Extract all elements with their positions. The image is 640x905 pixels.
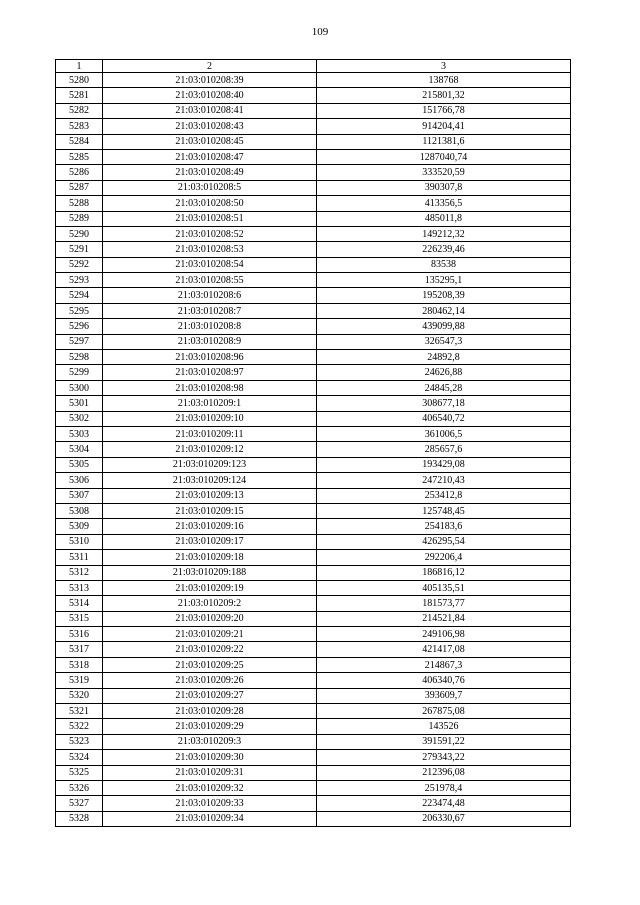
table-row — [56, 657, 571, 672]
cadastral-number-cell: 21:03:010208:7 — [103, 303, 317, 318]
value-cell: 186816,12 — [317, 565, 571, 580]
row-number-cell: 5320 — [56, 688, 103, 703]
table-row — [56, 73, 571, 88]
value-cell: 361006,5 — [317, 426, 571, 441]
table-row — [56, 273, 571, 288]
table-row — [56, 411, 571, 426]
data-table — [55, 59, 571, 827]
value-cell: 226239,46 — [317, 242, 571, 257]
value-cell: 214521,84 — [317, 611, 571, 626]
table-row — [56, 457, 571, 472]
cadastral-number-cell: 21:03:010209:1 — [103, 396, 317, 411]
row-number-cell: 5298 — [56, 350, 103, 365]
value-cell: 1121381,6 — [317, 134, 571, 149]
value-cell: 439099,88 — [317, 319, 571, 334]
row-number-cell: 5288 — [56, 196, 103, 211]
cadastral-number-cell: 21:03:010208:9 — [103, 334, 317, 349]
table-row — [56, 426, 571, 441]
table-row — [56, 580, 571, 595]
value-cell: 267875,08 — [317, 704, 571, 719]
table-row — [56, 103, 571, 118]
table-row — [56, 688, 571, 703]
row-number-cell: 5281 — [56, 88, 103, 103]
row-number-cell: 5325 — [56, 765, 103, 780]
cadastral-number-cell: 21:03:010209:21 — [103, 627, 317, 642]
row-number-cell: 5306 — [56, 473, 103, 488]
table-row — [56, 765, 571, 780]
table-header-row — [56, 60, 571, 73]
cadastral-number-cell: 21:03:010208:40 — [103, 88, 317, 103]
cadastral-number-cell: 21:03:010209:22 — [103, 642, 317, 657]
cadastral-number-cell: 21:03:010209:31 — [103, 765, 317, 780]
value-cell: 406540,72 — [317, 411, 571, 426]
cadastral-number-cell: 21:03:010209:19 — [103, 580, 317, 595]
column-header-3: 3 — [317, 60, 571, 73]
table-row — [56, 565, 571, 580]
row-number-cell: 5324 — [56, 750, 103, 765]
table-body — [56, 73, 571, 827]
table-row — [56, 596, 571, 611]
cadastral-number-cell: 21:03:010209:30 — [103, 750, 317, 765]
cadastral-number-cell: 21:03:010209:11 — [103, 426, 317, 441]
cadastral-number-cell: 21:03:010209:29 — [103, 719, 317, 734]
table-row — [56, 473, 571, 488]
table-row — [56, 734, 571, 749]
table-row — [56, 88, 571, 103]
table-row — [56, 611, 571, 626]
table-row — [56, 334, 571, 349]
cadastral-number-cell: 21:03:010209:124 — [103, 473, 317, 488]
value-cell: 212396,08 — [317, 765, 571, 780]
value-cell: 279343,22 — [317, 750, 571, 765]
value-cell: 83538 — [317, 257, 571, 272]
cadastral-number-cell: 21:03:010208:54 — [103, 257, 317, 272]
cadastral-number-cell: 21:03:010209:26 — [103, 673, 317, 688]
value-cell: 215801,32 — [317, 88, 571, 103]
cadastral-number-cell: 21:03:010209:2 — [103, 596, 317, 611]
row-number-cell: 5305 — [56, 457, 103, 472]
row-number-cell: 5318 — [56, 657, 103, 672]
row-number-cell: 5297 — [56, 334, 103, 349]
row-number-cell: 5287 — [56, 180, 103, 195]
row-number-cell: 5310 — [56, 534, 103, 549]
cadastral-number-cell: 21:03:010208:98 — [103, 380, 317, 395]
cadastral-number-cell: 21:03:010209:17 — [103, 534, 317, 549]
table-row — [56, 226, 571, 241]
row-number-cell: 5301 — [56, 396, 103, 411]
table-row — [56, 165, 571, 180]
table-row — [56, 442, 571, 457]
cadastral-number-cell: 21:03:010209:10 — [103, 411, 317, 426]
row-number-cell: 5282 — [56, 103, 103, 118]
value-cell: 308677,18 — [317, 396, 571, 411]
value-cell: 280462,14 — [317, 303, 571, 318]
cadastral-number-cell: 21:03:010208:39 — [103, 73, 317, 88]
value-cell: 195208,39 — [317, 288, 571, 303]
table-row — [56, 796, 571, 811]
row-number-cell: 5292 — [56, 257, 103, 272]
row-number-cell: 5300 — [56, 380, 103, 395]
value-cell: 206330,67 — [317, 811, 571, 826]
value-cell: 253412,8 — [317, 488, 571, 503]
value-cell: 1287040,74 — [317, 149, 571, 164]
table-row — [56, 519, 571, 534]
value-cell: 24892,8 — [317, 350, 571, 365]
value-cell: 426295,54 — [317, 534, 571, 549]
row-number-cell: 5316 — [56, 627, 103, 642]
table-row — [56, 627, 571, 642]
value-cell: 135295,1 — [317, 273, 571, 288]
value-cell: 406340,76 — [317, 673, 571, 688]
value-cell: 193429,08 — [317, 457, 571, 472]
value-cell: 125748,45 — [317, 503, 571, 518]
row-number-cell: 5321 — [56, 704, 103, 719]
value-cell: 914204,41 — [317, 119, 571, 134]
cadastral-number-cell: 21:03:010208:53 — [103, 242, 317, 257]
row-number-cell: 5293 — [56, 273, 103, 288]
cadastral-number-cell: 21:03:010208:96 — [103, 350, 317, 365]
row-number-cell: 5291 — [56, 242, 103, 257]
table-row — [56, 750, 571, 765]
row-number-cell: 5314 — [56, 596, 103, 611]
cadastral-number-cell: 21:03:010208:49 — [103, 165, 317, 180]
table-row — [56, 704, 571, 719]
value-cell: 326547,3 — [317, 334, 571, 349]
row-number-cell: 5307 — [56, 488, 103, 503]
value-cell: 485011,8 — [317, 211, 571, 226]
cadastral-number-cell: 21:03:010209:25 — [103, 657, 317, 672]
cadastral-number-cell: 21:03:010208:52 — [103, 226, 317, 241]
table-row — [56, 242, 571, 257]
row-number-cell: 5309 — [56, 519, 103, 534]
row-number-cell: 5313 — [56, 580, 103, 595]
value-cell: 285657,6 — [317, 442, 571, 457]
value-cell: 390307,8 — [317, 180, 571, 195]
table-row — [56, 319, 571, 334]
value-cell: 151766,78 — [317, 103, 571, 118]
value-cell: 391591,22 — [317, 734, 571, 749]
row-number-cell: 5323 — [56, 734, 103, 749]
value-cell: 251978,4 — [317, 780, 571, 795]
row-number-cell: 5319 — [56, 673, 103, 688]
column-header-2: 2 — [103, 60, 317, 73]
value-cell: 247210,43 — [317, 473, 571, 488]
row-number-cell: 5327 — [56, 796, 103, 811]
table-row — [56, 149, 571, 164]
value-cell: 405135,51 — [317, 580, 571, 595]
table-row — [56, 365, 571, 380]
cadastral-number-cell: 21:03:010208:5 — [103, 180, 317, 195]
row-number-cell: 5296 — [56, 319, 103, 334]
table-row — [56, 534, 571, 549]
row-number-cell: 5326 — [56, 780, 103, 795]
row-number-cell: 5315 — [56, 611, 103, 626]
row-number-cell: 5322 — [56, 719, 103, 734]
table-row — [56, 119, 571, 134]
table-row — [56, 642, 571, 657]
row-number-cell: 5299 — [56, 365, 103, 380]
row-number-cell: 5280 — [56, 73, 103, 88]
cadastral-number-cell: 21:03:010209:18 — [103, 550, 317, 565]
cadastral-number-cell: 21:03:010208:45 — [103, 134, 317, 149]
cadastral-number-cell: 21:03:010209:33 — [103, 796, 317, 811]
table-row — [56, 503, 571, 518]
cadastral-number-cell: 21:03:010208:55 — [103, 273, 317, 288]
cadastral-number-cell: 21:03:010209:16 — [103, 519, 317, 534]
page-number: 109 — [311, 26, 329, 38]
cadastral-number-cell: 21:03:010208:50 — [103, 196, 317, 211]
cadastral-number-cell: 21:03:010208:43 — [103, 119, 317, 134]
value-cell: 223474,48 — [317, 796, 571, 811]
value-cell: 149212,32 — [317, 226, 571, 241]
value-cell: 138768 — [317, 73, 571, 88]
value-cell: 143526 — [317, 719, 571, 734]
cadastral-number-cell: 21:03:010208:6 — [103, 288, 317, 303]
table-row — [56, 196, 571, 211]
cadastral-number-cell: 21:03:010209:123 — [103, 457, 317, 472]
row-number-cell: 5311 — [56, 550, 103, 565]
column-header-1: 1 — [56, 60, 103, 73]
value-cell: 292206,4 — [317, 550, 571, 565]
row-number-cell: 5295 — [56, 303, 103, 318]
row-number-cell: 5304 — [56, 442, 103, 457]
row-number-cell: 5283 — [56, 119, 103, 134]
row-number-cell: 5290 — [56, 226, 103, 241]
cadastral-number-cell: 21:03:010208:8 — [103, 319, 317, 334]
table-row — [56, 180, 571, 195]
row-number-cell: 5289 — [56, 211, 103, 226]
value-cell: 413356,5 — [317, 196, 571, 211]
cadastral-number-cell: 21:03:010209:28 — [103, 704, 317, 719]
row-number-cell: 5328 — [56, 811, 103, 826]
row-number-cell: 5284 — [56, 134, 103, 149]
table-row — [56, 673, 571, 688]
cadastral-number-cell: 21:03:010209:3 — [103, 734, 317, 749]
value-cell: 421417,08 — [317, 642, 571, 657]
row-number-cell: 5303 — [56, 426, 103, 441]
row-number-cell: 5294 — [56, 288, 103, 303]
row-number-cell: 5308 — [56, 503, 103, 518]
value-cell: 214867,3 — [317, 657, 571, 672]
row-number-cell: 5302 — [56, 411, 103, 426]
table-row — [56, 303, 571, 318]
table-row — [56, 380, 571, 395]
table-row — [56, 811, 571, 826]
table-row — [56, 719, 571, 734]
table-row — [56, 396, 571, 411]
table-row — [56, 780, 571, 795]
cadastral-number-cell: 21:03:010209:13 — [103, 488, 317, 503]
cadastral-number-cell: 21:03:010209:188 — [103, 565, 317, 580]
table-row — [56, 211, 571, 226]
row-number-cell: 5312 — [56, 565, 103, 580]
table-row — [56, 134, 571, 149]
cadastral-number-cell: 21:03:010208:47 — [103, 149, 317, 164]
row-number-cell: 5317 — [56, 642, 103, 657]
cadastral-number-cell: 21:03:010209:20 — [103, 611, 317, 626]
cadastral-number-cell: 21:03:010208:41 — [103, 103, 317, 118]
table-row — [56, 350, 571, 365]
value-cell: 24626,88 — [317, 365, 571, 380]
value-cell: 393609,7 — [317, 688, 571, 703]
cadastral-number-cell: 21:03:010209:34 — [103, 811, 317, 826]
row-number-cell: 5285 — [56, 149, 103, 164]
cadastral-number-cell: 21:03:010209:27 — [103, 688, 317, 703]
row-number-cell: 5286 — [56, 165, 103, 180]
cadastral-number-cell: 21:03:010209:15 — [103, 503, 317, 518]
value-cell: 181573,77 — [317, 596, 571, 611]
cadastral-number-cell: 21:03:010208:51 — [103, 211, 317, 226]
value-cell: 249106,98 — [317, 627, 571, 642]
value-cell: 24845,28 — [317, 380, 571, 395]
table-row — [56, 550, 571, 565]
table-row — [56, 488, 571, 503]
cadastral-number-cell: 21:03:010209:12 — [103, 442, 317, 457]
value-cell: 333520,59 — [317, 165, 571, 180]
value-cell: 254183,6 — [317, 519, 571, 534]
table-row — [56, 257, 571, 272]
table-row — [56, 288, 571, 303]
cadastral-number-cell: 21:03:010208:97 — [103, 365, 317, 380]
cadastral-number-cell: 21:03:010209:32 — [103, 780, 317, 795]
